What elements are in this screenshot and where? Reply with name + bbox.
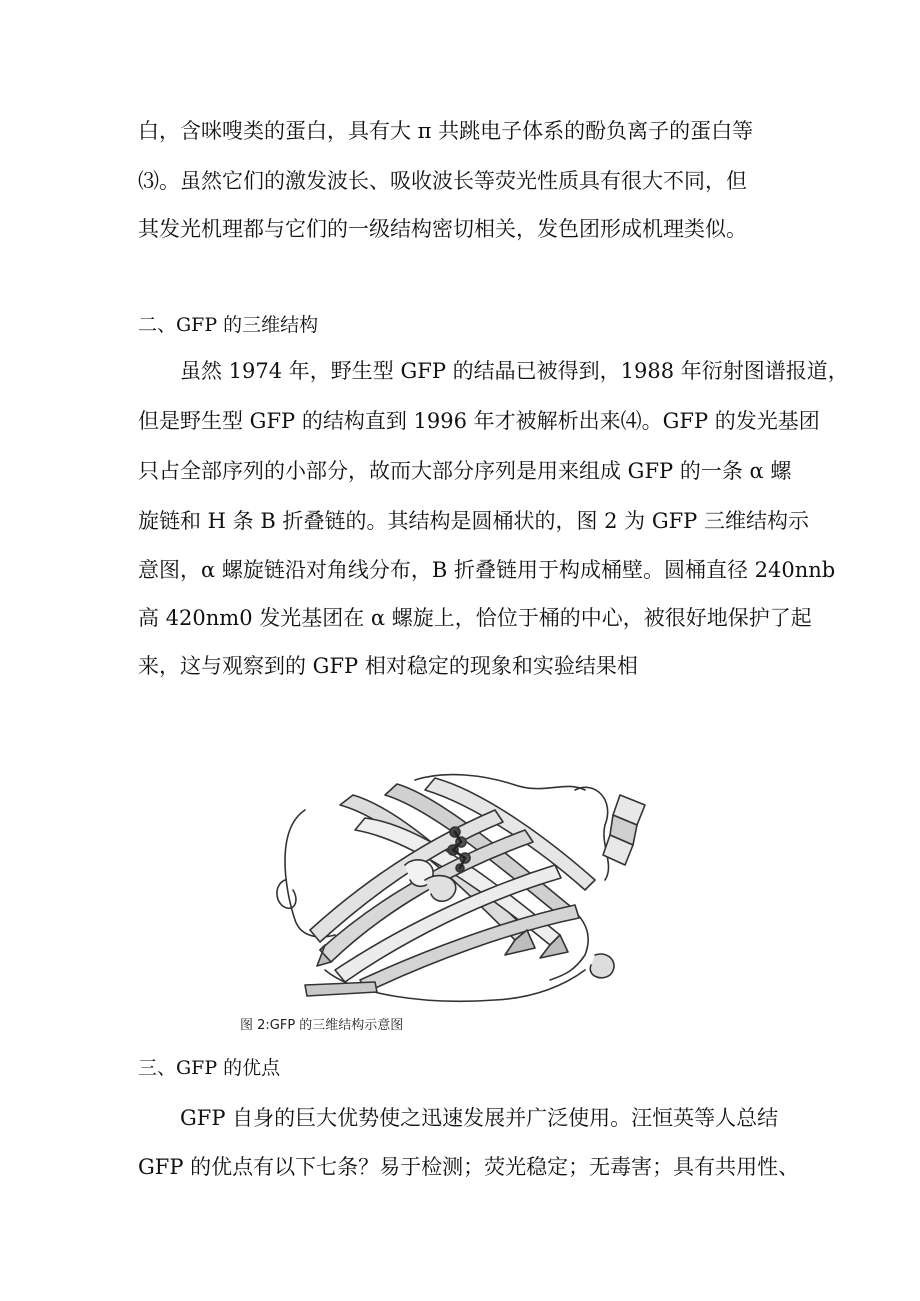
section2-line-5: 意图，α 螺旋链沿对角线分布，B 折叠链用于构成桶壁。圆桶直径 240nnb	[138, 558, 836, 582]
section2-line-6: 高 420nm0 发光基团在 α 螺旋上，恰位于桶的中心，被很好地保护了起	[138, 606, 812, 630]
figure-caption: 图 2:GFP 的三维结构示意图	[240, 1018, 404, 1033]
paragraph1-line-3: 其发光机理都与它们的一级结构密切相关，发色团形成机理类似。	[138, 217, 747, 241]
section3-line-1: GFP 自身的巨大优势使之迅速发展并广泛使用。汪恒英等人总结	[180, 1106, 779, 1130]
section2-heading: 二、GFP 的三维结构	[138, 314, 319, 336]
section2-line-3: 只占全部序列的小部分，故而大部分序列是用来组成 GFP 的一条 α 螺	[138, 459, 792, 483]
paragraph1-line-2: ⑶。虽然它们的激发波长、吸收波长等荧光性质具有很大不同，但	[138, 169, 747, 193]
section2-line-4: 旋链和 H 条 B 折叠链的。其结构是圆桶状的，图 2 为 GFP 三维结构示	[138, 509, 809, 533]
section2-line-7: 来，这与观察到的 GFP 相对稳定的现象和实验结果相	[138, 654, 638, 678]
gfp-structure-figure	[265, 770, 665, 1008]
paragraph1-line-1: 白，含咪嗖类的蛋白，具有大 π 共跳电子体系的酚负离子的蛋白等	[138, 119, 754, 143]
section3-heading: 三、GFP 的优点	[138, 1057, 281, 1079]
section2-line-2: 但是野生型 GFP 的结构直到 1996 年才被解析出来⑷。GFP 的发光基团	[138, 409, 820, 433]
section3-line-2: GFP 的优点有以下七条？易于检测；荧光稳定；无毒害；具有共用性、	[138, 1155, 800, 1179]
section2-line-1: 虽然 1974 年，野生型 GFP 的结晶已被得到，1988 年衍射图谱报道，	[180, 359, 849, 383]
